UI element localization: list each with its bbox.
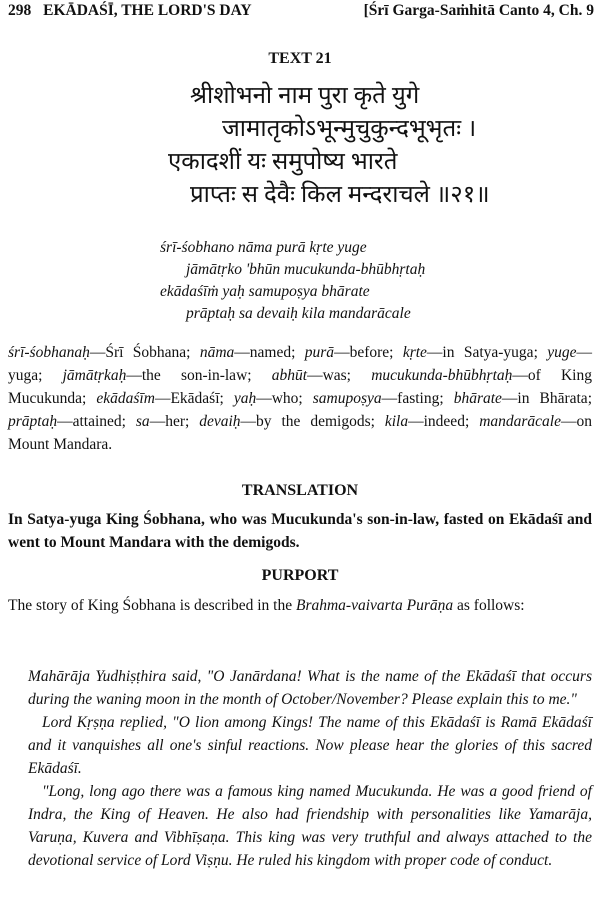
synonym-meaning: in Satya-yuga; [442,344,548,361]
transliteration-line: śrī-śobhano nāma purā kṛte yuge [160,239,367,256]
transliteration [0,237,600,325]
purport-source-title: Brahma-vaivarta Purāṇa [295,597,454,614]
synonym-meaning: in Bhārata; [517,390,592,407]
synonym-meaning: her; [165,413,200,430]
transliteration-line: jāmātṛko 'bhūn mucukunda-bhūbhṛtaḥ [186,261,426,278]
synonym-word: samupoṣya [312,390,382,407]
synonym-word: bhārate [453,390,502,407]
synonym-word: jāmātṛkaḥ [62,367,127,384]
synonym-meaning: on Mount Mandara. [8,413,592,453]
word-for-word-synonyms: śrī-śobhanaḥ—Śrī Śobhana; nāma—named; purā—before; kṛte—in Satya-yuga; yuge—yuga; jāmātṛkaḥ—the son-in-law; abhūt—was; mucukunda-bhūbhṛtaḥ—of King Mucukunda; ekādaśīm—Ekādaśī; yaḥ—who; samupoṣya—fasting; bhārate—in Bhārata; prāptaḥ—attained; sa—her; devaiḥ—by the demigods; kila—indeed; mandarācale—on Mount Mandara. [8,344,592,453]
synonym-word: devaiḥ [199,413,241,430]
synonym-word: kila [384,413,409,430]
synonym-word: yaḥ [233,390,257,407]
synonym-meaning: yuga; [8,367,63,384]
synonym-word: abhūt [271,367,308,384]
translation-heading: TRANSLATION [241,482,359,499]
page-header [8,2,594,20]
synonym-meaning: before; [349,344,403,361]
text-number: TEXT 21 [268,50,332,67]
synonym-meaning: Śrī Śobhana; [105,344,200,361]
purport-intro-before: The story of King Śobhana is described in the [8,597,296,614]
story-paragraph: "Long, long ago there was a famous king named Mucukunda. He was a good friend of Indra, the King of Heaven. He also had friendship with personalities like Yamarāja, Varuṇa, Kuvera and Vibhīṣaṇa. This king was very truthful and always attached to the devotional service of Lord Viṣṇu. He ruled his kingdom with proper code of conduct. [28,783,592,869]
verse-line: जामातृकोऽभून्मुचुकुन्दभूभृतः । [222,116,477,142]
running-head: [Śrī Garga-Saṁhitā Canto 4, Ch. 9 [363,2,594,19]
synonym-meaning: the son-in-law; [141,367,272,384]
purport-intro [8,594,592,617]
purport-heading: PURPORT [261,567,339,584]
translation-text: In Satya-yuga King Śobhana, who was Mucukunda's son-in-law, fasted on Ekādaśī and went to Mount Mandara with the demigods. [8,511,592,551]
synonym-meaning: was; [322,367,372,384]
synonym-word: mandarācale [479,413,561,430]
synonym-word: purā [304,344,335,361]
story-paragraph: Mahārāja Yudhiṣṭhira said, "O Janārdana! What is the name of the Ekādaśī that occurs during the waning moon in the month of October/November? Please explain this to me." [28,668,592,708]
synonym-meaning: indeed; [423,413,480,430]
synonym-word: sa [135,413,150,430]
synonym-word: mucukunda-bhūbhṛtaḥ [371,367,513,384]
page-number: 298 [8,2,32,19]
verse-line: श्रीशोभनो नाम पुरा कृते युगे [190,83,420,109]
synonym-word: śrī-śobhanaḥ [8,344,90,361]
transliteration-line: prāptaḥ sa devaiḥ kila mandarācale [186,305,411,322]
synonym-meaning: by the demigods; [256,413,385,430]
transliteration-line: ekādaśīṁ yaḥ samupoṣya bhārate [160,283,370,300]
synonym-meaning: who; [271,390,313,407]
chapter-title: EKĀDAŚĪ, THE LORD'S DAY [43,2,252,19]
synonym-meaning: fasting; [397,390,454,407]
synonym-word: prāptaḥ [8,413,58,430]
story-excerpt [28,665,592,872]
synonym-word: nāma [199,344,235,361]
sanskrit-verse [0,80,600,212]
synonym-meaning: attained; [72,413,136,430]
synonym-meaning: Ekādaśī; [170,390,234,407]
purport-intro-after: as follows: [453,597,525,614]
synonym-word: ekādaśīm [96,390,155,407]
synonym-word: yuge [547,344,577,361]
synonym-meaning: named; [249,344,305,361]
synonym-meaning: of King Mucukunda; [8,367,592,407]
verse-line: एकादशीं यः समुपोष्य भारते [168,149,398,175]
verse-line: प्राप्तः स देवैः किल मन्दराचले ॥२१॥ [190,182,490,208]
synonym-word: kṛte [402,344,427,361]
story-paragraph: Lord Kṛṣṇa replied, "O lion among Kings! The name of this Ekādaśī is Ramā Ekādaśī and it vanquishes all one's sinful reactions. Now please hear the glories of this sacred Ekādaśī. [28,714,592,777]
